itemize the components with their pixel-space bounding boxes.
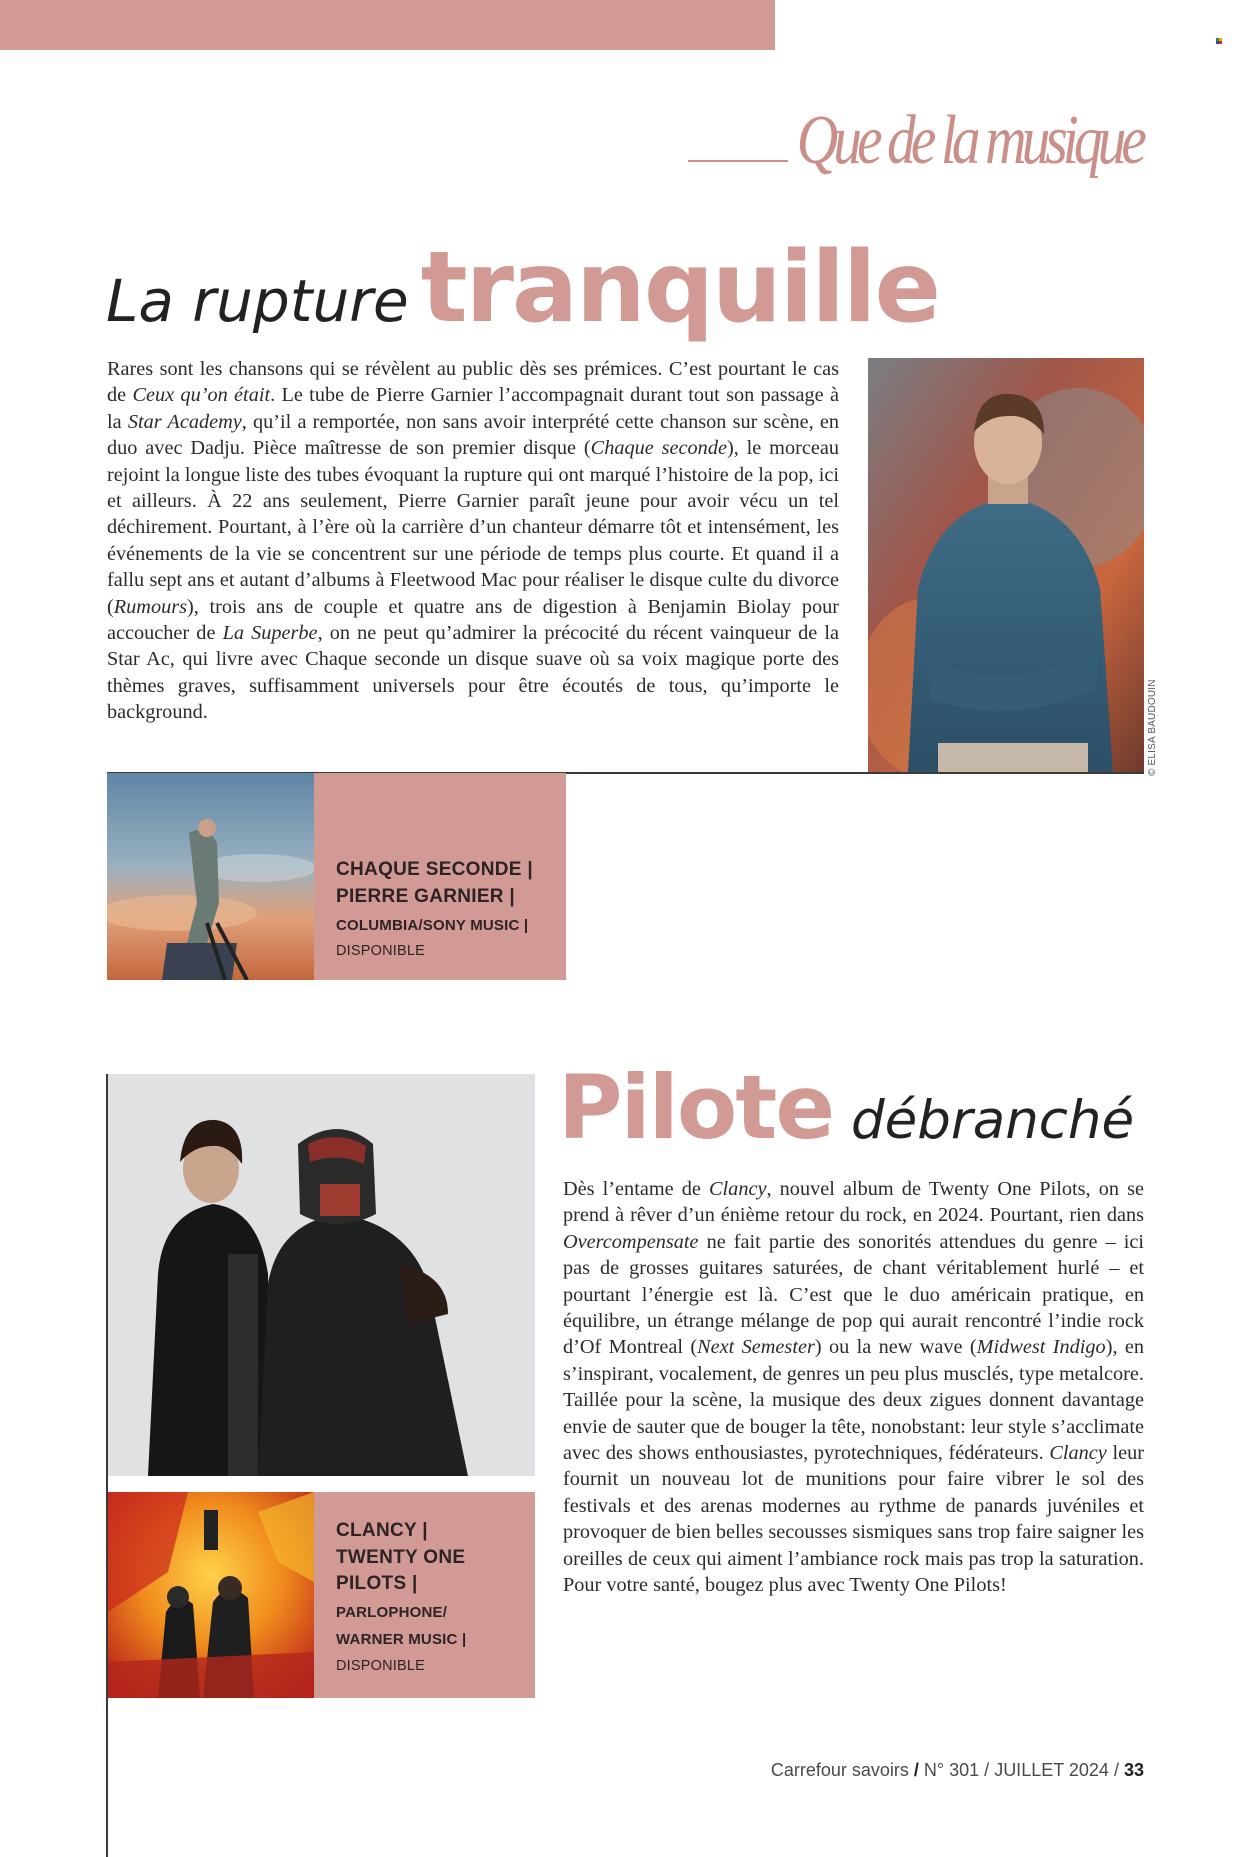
- article1-text-run: Star Academy: [127, 410, 242, 433]
- album2-label-line1: PARLOPHONE/: [336, 1604, 448, 1621]
- article2-headline: [558, 1058, 1134, 1184]
- article1-text-run: ), trois ans de couple et quatre ans de digestion à Benjamin Biolay pour accoucher de: [107, 595, 839, 645]
- album2-status: DISPONIBLE: [336, 1658, 426, 1674]
- album2-artist-line1: TWENTY ONE: [336, 1547, 466, 1568]
- article1-text-run: Chaque seconde: [590, 437, 727, 460]
- article1-text-run: , on ne peut qu’admirer la précocité du récent vainqueur de la Star Ac, qui livre avec Chaque seconde un disque suave où sa voix magique porte des thèmes graves, suffisamment universels pour être écoutés de tous, qu’importe le background.: [107, 622, 839, 724]
- clancy-info-box: [314, 1492, 535, 1698]
- article1-title-bold: tranquille: [420, 231, 939, 345]
- article2-text-run: Midwest Indigo: [976, 1336, 1106, 1359]
- article2-text-run: ) ou la new wave (: [814, 1336, 977, 1359]
- album1-title: CHAQUE SECONDE: [336, 859, 522, 880]
- album1-status: DISPONIBLE: [336, 943, 426, 959]
- article1-title-light: La rupture: [106, 267, 409, 335]
- clancy-album-cover: [108, 1492, 314, 1698]
- article2-text-run: , nouvel album de Twenty One Pilots, on se prend à rêver d’un énième retour du rock, en 2024. Pourtant, rien dans: [563, 1178, 1145, 1227]
- article2-text-run: Dès l’entame de: [563, 1178, 710, 1200]
- page-footer: Carrefour savoirs / N° 301 / JUILLET 2024 / 33: [770, 1760, 1144, 1780]
- article2-title-light: débranché: [851, 1090, 1135, 1151]
- article1-body: [107, 356, 839, 726]
- album2-title: CLANCY: [336, 1520, 417, 1541]
- page-frame-line: [106, 1074, 108, 1857]
- color-registration-mark: [1216, 38, 1224, 44]
- album2-title-line: CLANCY |: [336, 1520, 428, 1541]
- article2-text-run: ), en s’inspirant, vocalement, de genres un peu plus musclés, type metalcore. Taillée pour la scène, la musique des deux zigues donnent davantage envie de sauter que de bouger la tête, nonobstant: leur style s’acclimate avec des shows enthousiastes, pyrotechniques, fédérateurs.: [563, 1336, 1145, 1465]
- article2-text-run: leur fournit un nouveau lot de munitions pour faire vibrer le sol des festivals et des arenas modernes au rythme de panards juvéniles et provoquer de bien belles secousses sismiques sans trop faire saigner les oreilles de ceux qui aiment l’ambiance rock mais pas trop la saturation. Pour votre santé, bougez plus avec Twenty One Pilots!: [563, 1442, 1144, 1597]
- issue-date: JUILLET 2024: [994, 1760, 1109, 1780]
- album1-label-line: COLUMBIA/SONY MUSIC |: [336, 917, 529, 934]
- article2-body: [563, 1176, 1144, 1599]
- pierre-garnier-portrait: [868, 358, 1144, 772]
- article1-text-run: . Le tube de Pierre Garnier l’accompagnait durant tout son passage à la: [107, 384, 839, 433]
- article2-title-bold: Pilote: [558, 1056, 834, 1159]
- article1-text-run: La Superbe: [222, 622, 318, 645]
- twenty-one-pilots-photo: [108, 1074, 535, 1476]
- album1-artist: PIERRE GARNIER: [336, 886, 504, 907]
- album1-artist-line: PIERRE GARNIER |: [336, 886, 516, 907]
- magazine-name: Carrefour savoirs: [770, 1760, 909, 1780]
- article1-text-run: , qu’il a remportée, non sans avoir interprété cette chanson sur scène, en duo avec Dadju. Pièce maîtresse de son premier disque (: [107, 410, 839, 460]
- article1-text-run: Rares sont les chansons qui se révèlent au public dès ses prémices. C’est pourtant le cas de: [107, 358, 839, 407]
- top-accent-bar: [0, 0, 775, 50]
- album2-artist-line2: PILOTS |: [336, 1573, 418, 1594]
- article2-text-run: Clancy: [1049, 1442, 1107, 1465]
- album1-title-line: CHAQUE SECONDE |: [336, 859, 533, 880]
- article2-text-run: ne fait partie des sonorités attendues du genre – ici pas de grosses guitares saturées, de chant véritablement hurlé – et pourtant l’énergie est là. C’est que le duo américain pratique, en équilibre, un étrange mélange de pop qui aurait rencontré l’indie rock d’Of Montreal (: [563, 1230, 1144, 1359]
- page-number: 33: [1123, 1760, 1144, 1780]
- article1-headline: [106, 231, 939, 367]
- album2-artist: PILOTS: [336, 1573, 407, 1594]
- article1-text-run: Ceux qu’on était: [132, 384, 271, 407]
- section-title-rule: [688, 160, 788, 162]
- issue-number: N° 301: [923, 1760, 980, 1780]
- article2-text-run: Clancy: [709, 1178, 767, 1200]
- chaque-seconde-album-cover: [107, 773, 314, 980]
- article2-text-run: Next Semester: [697, 1336, 815, 1359]
- chaque-seconde-info-box: [314, 773, 566, 980]
- section-title-text: Que de la musique: [796, 102, 1142, 179]
- section-title: [688, 96, 1148, 192]
- album2-label-line2: WARNER MUSIC |: [336, 1631, 467, 1648]
- article1-text-run: ), le morceau rejoint la longue liste des tubes évoquant la rupture qui ont marqué l’histoire de la pop, ici et ailleurs. À 22 ans seulement, Pierre Garnier paraît jeune pour avoir vécu un tel déchirement. Pourtant, à l’ère où la carrière d’un chanteur démarre tôt et intensément, les événements de la vie se concentrent sur une période de temps plus courte. Et quand il a fallu sept ans et autant d’albums à Fleetwood Mac pour réaliser le disque culte du divorce (: [107, 437, 839, 618]
- article2-text-run: Overcompensate: [563, 1230, 699, 1253]
- album2-label: WARNER MUSIC: [336, 1631, 458, 1648]
- article1-text-run: Rumours: [113, 595, 188, 618]
- album1-label: COLUMBIA/SONY MUSIC: [336, 917, 520, 934]
- photo-credit: © ELISA BAUDOUIN: [1147, 679, 1158, 776]
